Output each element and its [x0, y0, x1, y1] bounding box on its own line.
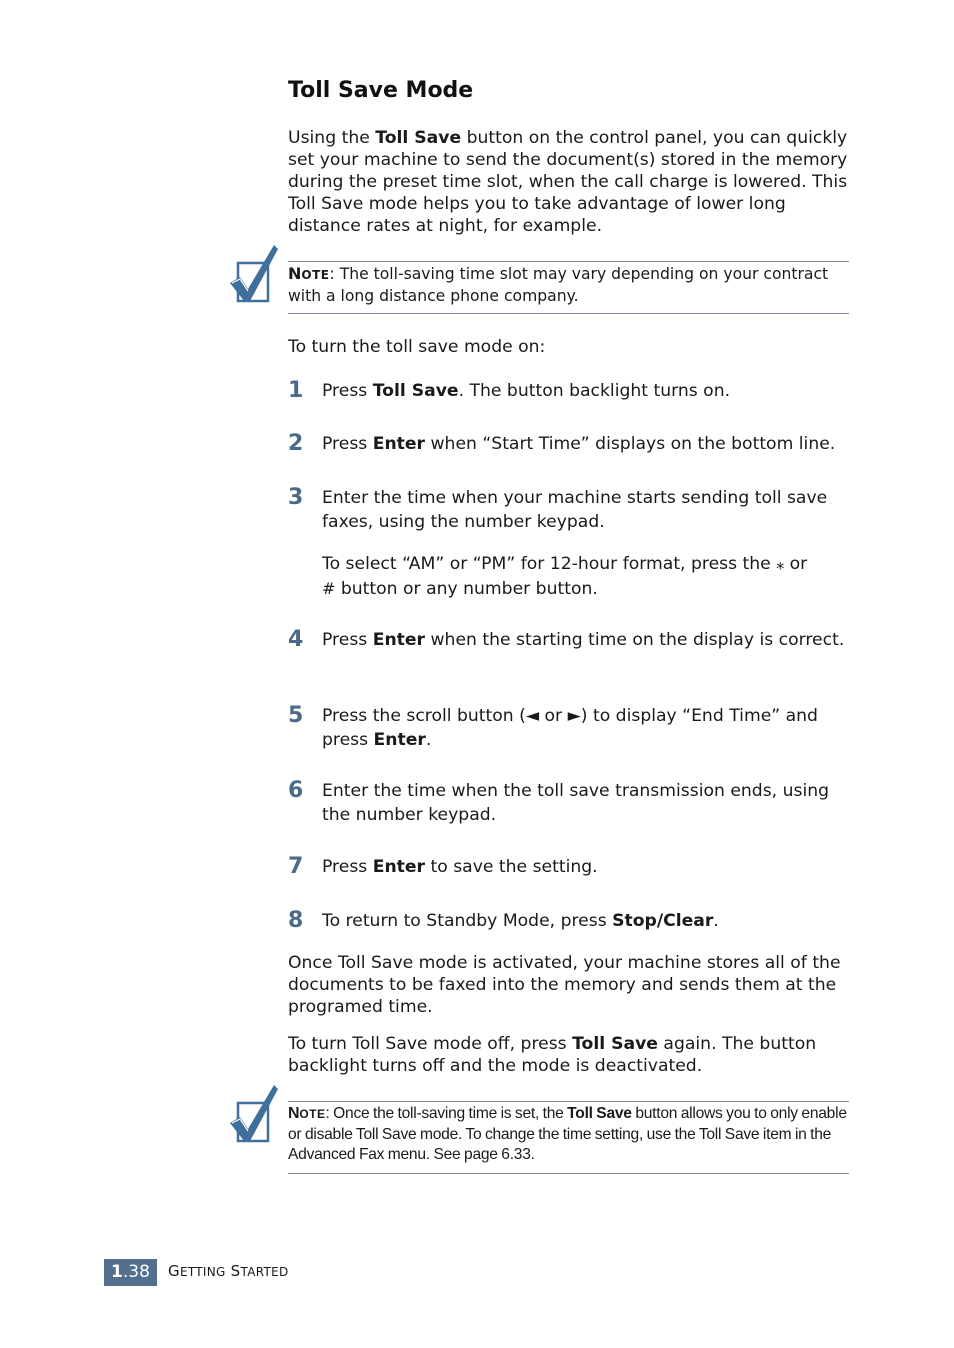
- note-1-text: : The toll-saving time slot may vary depending on your contract with a long distance phone company.: [288, 265, 829, 305]
- note-top-rule: [288, 1101, 849, 1102]
- note-bottom-rule: [288, 1173, 849, 1174]
- step-3-subtext: To select “AM” or “PM” for 12-hour format, press the ⁎ or # button or any number button.: [322, 554, 808, 599]
- page-number-badge: 1.38: [104, 1259, 157, 1286]
- step-number: 1: [288, 378, 304, 403]
- hash-key-icon: #: [322, 578, 336, 598]
- step-text: Enter the time when your machine starts sending toll save faxes, using the number keypad.: [322, 488, 828, 532]
- step-text: To return to Standby Mode, press Stop/Clear.: [322, 911, 719, 931]
- step-number: 7: [288, 854, 304, 879]
- after-paragraph-1: Once Toll Save mode is activated, your machine stores all of the documents to be faxed into the memory and sends them at the programed time.: [288, 953, 841, 1017]
- note-label-rest: OTE: [301, 268, 330, 282]
- chapter-title: GETTING STARTED: [168, 1262, 289, 1280]
- note-label-initial: N: [288, 1105, 300, 1122]
- note-label-initial: N: [288, 264, 302, 283]
- page-title: Toll Save Mode: [288, 78, 474, 103]
- note-label-rest: OTE: [299, 1107, 326, 1121]
- after-paragraph-2: To turn Toll Save mode off, press Toll Save again. The button backlight turns off and the mode is deactivated.: [288, 1034, 817, 1076]
- star-key-icon: ⁎: [776, 554, 785, 573]
- step-text: Press Enter when the starting time on the display is correct.: [322, 630, 845, 650]
- note-1: [288, 264, 853, 306]
- checkmark-note-icon: [228, 243, 280, 305]
- step-number: 2: [288, 431, 304, 456]
- intro-text-1: Using the: [288, 128, 376, 148]
- step-text: Press Enter to save the setting.: [322, 857, 598, 877]
- step-text: Press Enter when “Start Time” displays on the bottom line.: [322, 434, 836, 454]
- lead-text: To turn the toll save mode on:: [288, 337, 546, 357]
- checkmark-note-icon: [228, 1083, 280, 1145]
- step-number: 5: [288, 703, 304, 728]
- intro-bold-toll-save: Toll Save: [375, 128, 462, 148]
- intro-text-2: button on the control panel, you can quickly set your machine to send the document(s) stored in the memory during the preset time slot, when the call charge is lowered. This Toll Save mode helps you to take advantage of lower long distance rates at night, for example.: [288, 128, 848, 236]
- intro-paragraph: [288, 127, 858, 237]
- step-text: Press Toll Save. The button backlight turns on.: [322, 381, 731, 401]
- step-text: Enter the time when the toll save transmission ends, using the number keypad.: [322, 781, 830, 825]
- step-text: Press the scroll button (◄ or ►) to display “End Time” and press Enter.: [322, 706, 818, 750]
- step-number: 3: [288, 485, 304, 510]
- note-top-rule: [288, 261, 849, 262]
- note-2: NOTE: Once the toll-saving time is set, the Toll Save button allows you to only enable or disable Toll Save mode. To change the time setting, use the Toll Save item in the Advanced Fax menu. See page 6.33.: [288, 1105, 847, 1163]
- step-number: 8: [288, 908, 304, 933]
- step-number: 4: [288, 627, 304, 652]
- note-bottom-rule: [288, 313, 849, 314]
- step-number: 6: [288, 778, 304, 803]
